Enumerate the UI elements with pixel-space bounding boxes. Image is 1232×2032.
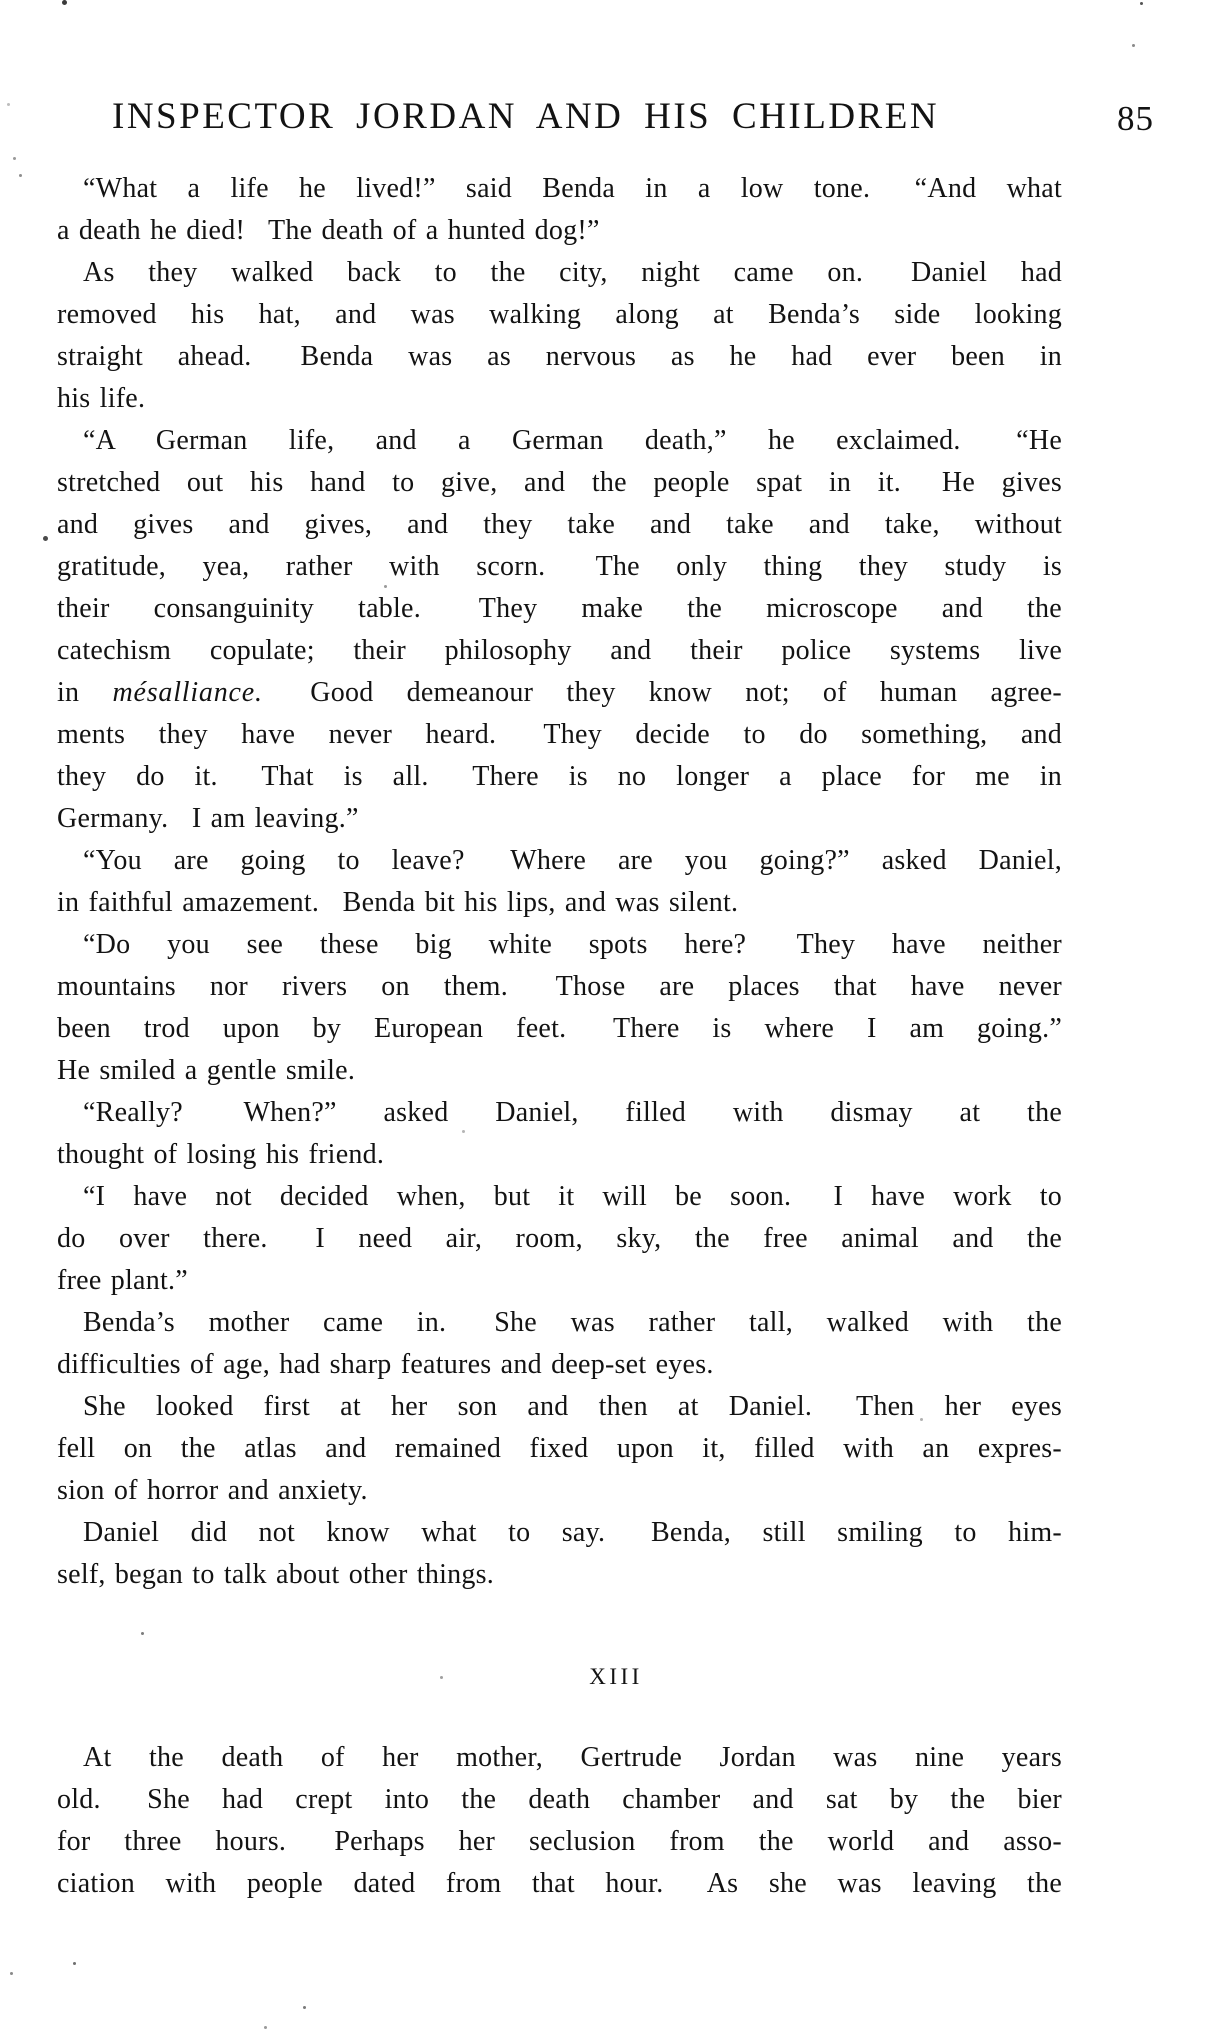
text-line: At the death of her mother, Gertrude Jordan was nine years: [83, 1742, 1062, 1773]
text-segment: Good demeanour they know not; of human agree-: [262, 677, 1062, 708]
paragraph: [57, 924, 1062, 1092]
text-line: Benda’s mother came in. She was rather tall, walked with the: [83, 1307, 1062, 1338]
text-line: old. She had crept into the death chamber and sat by the bier: [57, 1784, 1062, 1815]
text-line: his life.: [57, 383, 146, 414]
text-line: sion of horror and anxiety.: [57, 1475, 368, 1506]
paragraph: [57, 1512, 1062, 1596]
paragraph: [57, 1737, 1062, 1905]
text-line: and gives and gives, and they take and take and take, without: [57, 509, 1062, 540]
scan-noise: [0, 0, 3, 3]
text-line: “Really? When?” asked Daniel, filled with dismay at the: [83, 1097, 1062, 1128]
page-number: 85: [1117, 99, 1154, 138]
section-heading: XIII: [589, 1664, 643, 1689]
text-segment: in: [57, 677, 113, 708]
text-line: catechism copulate; their philosophy and their police systems live: [57, 635, 1062, 666]
text-line: He smiled a gentle smile.: [57, 1055, 356, 1086]
text-line: free plant.”: [57, 1265, 188, 1296]
text-line: ciation with people dated from that hour. As she was leaving the: [57, 1868, 1062, 1899]
text-line: [57, 672, 1062, 714]
text-line: fell on the atlas and remained fixed upon it, filled with an expres-: [57, 1433, 1062, 1464]
text-line: their consanguinity table. They make the microscope and the: [57, 593, 1062, 624]
text-line: for three hours. Perhaps her seclusion from the world and asso-: [57, 1826, 1062, 1857]
running-header: [0, 97, 1232, 141]
text-line: “A German life, and a German death,” he exclaimed. “He: [83, 425, 1062, 456]
paragraph: [57, 840, 1062, 924]
text-line: they do it. That is all. There is no longer a place for me in: [57, 761, 1062, 792]
text-line: ments they have never heard. They decide to do something, and: [57, 719, 1062, 750]
text-line: a death he died! The death of a hunted dog!”: [57, 215, 600, 246]
page-header-title: INSPECTOR JORDAN AND HIS CHILDREN: [112, 96, 940, 137]
text-line: removed his hat, and was walking along at Benda’s side looking: [57, 299, 1062, 330]
text-line: straight ahead. Benda was as nervous as he had ever been in: [57, 341, 1062, 372]
paragraph: [57, 252, 1062, 420]
paragraph: [57, 1092, 1062, 1176]
text-line: “Do you see these big white spots here? They have neither: [83, 929, 1062, 960]
text-line: in faithful amazement. Benda bit his lips, and was silent.: [57, 887, 739, 918]
text-line: been trod upon by European feet. There is where I am going.”: [57, 1013, 1062, 1044]
text-line: do over there. I need air, room, sky, the free animal and the: [57, 1223, 1062, 1254]
text-line: As they walked back to the city, night came on. Daniel had: [83, 257, 1062, 288]
text-line: mountains nor rivers on them. Those are places that have never: [57, 971, 1062, 1002]
text-line: self, began to talk about other things.: [57, 1559, 494, 1590]
text-line: “I have not decided when, but it will be soon. I have work to: [83, 1181, 1062, 1212]
paragraph: [57, 1302, 1062, 1386]
text-line: gratitude, yea, rather with scorn. The only thing they study is: [57, 551, 1062, 582]
paragraph: [57, 168, 1062, 252]
paragraph: [57, 1176, 1062, 1302]
text-line: thought of losing his friend.: [57, 1139, 385, 1170]
paragraph: [57, 1386, 1062, 1512]
italic-term: mésalliance.: [112, 677, 263, 708]
paragraph: [57, 420, 1062, 840]
text-line: “What a life he lived!” said Benda in a low tone. “And what: [83, 173, 1062, 204]
body-text: [57, 168, 1062, 1596]
text-line: “You are going to leave? Where are you going?” asked Daniel,: [83, 845, 1062, 876]
text-line: difficulties of age, had sharp features and deep-set eyes.: [57, 1349, 714, 1380]
text-line: She looked first at her son and then at Daniel. Then her eyes: [83, 1391, 1062, 1422]
text-line: Germany. I am leaving.”: [57, 803, 359, 834]
text-line: Daniel did not know what to say. Benda, still smiling to him-: [83, 1517, 1062, 1548]
text-line: stretched out his hand to give, and the people spat in it. He gives: [57, 467, 1062, 498]
body-text-continued: [57, 1737, 1062, 1905]
